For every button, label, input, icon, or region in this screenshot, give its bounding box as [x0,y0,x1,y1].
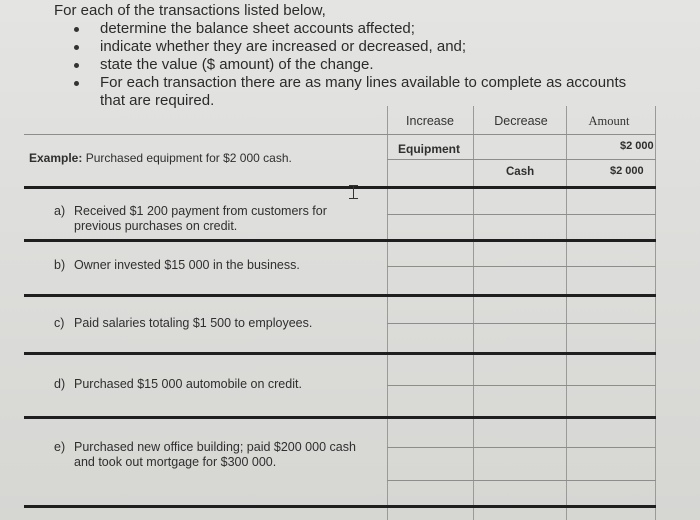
section-rule [24,186,656,189]
instructions [54,2,654,110]
row-rule [387,447,656,448]
increase-header: Increase [406,114,454,128]
example-increase-cell: Equipment [398,142,460,156]
instructions-lead: For each of the transactions listed below, [54,2,326,19]
section-rule [24,294,656,297]
transaction-text: Paid salaries totaling $1 500 to employees. [74,316,313,330]
transaction-b [54,258,354,273]
example-decrease-cell: Cash [506,166,535,178]
instruction-item: determine the balance sheet accounts affected; [100,20,654,38]
instruction-item: state the value ($ amount) of the change. [100,56,654,74]
transaction-letter: c) [54,316,65,330]
example-amount-cell: $2 000 [610,165,644,177]
transaction-e [54,440,384,470]
text-cursor-icon [349,185,358,199]
row-rule [387,480,656,481]
transaction-letter: e) [54,440,66,454]
transaction-text: Purchased new office building; paid $200 000 cash and took out mortgage for $300 000. [74,440,356,469]
transaction-letter: d) [54,377,66,391]
instruction-item: For each transaction there are as many lines available to complete as accounts that are required. [100,74,654,110]
transaction-letter: b) [54,258,66,272]
transaction-text: Received $1 200 payment from customers for previous purchases on credit. [74,204,327,233]
transaction-text: Purchased $15 000 automobile on credit. [74,377,302,391]
section-rule [24,239,656,242]
column-divider [387,106,388,520]
header-rule [24,134,656,135]
row-rule [387,266,656,267]
instruction-item: indicate whether they are increased or decreased, and; [100,38,654,56]
transaction-c [54,316,354,331]
amount-header: Amount [588,114,630,128]
row-rule [387,385,656,386]
example-label: Example: [29,151,83,165]
column-divider [473,106,474,520]
example-amount-cell: $2 000 [620,140,654,152]
row-rule [387,323,656,324]
example-text: Purchased equipment for $2 000 cash. [85,151,292,165]
column-divider [655,106,656,520]
transaction-letter: a) [54,204,66,218]
section-rule [24,352,656,355]
section-rule [24,505,656,508]
transaction-text: Owner invested $15 000 in the business. [74,258,300,272]
example-row [29,151,292,166]
row-rule [387,159,656,160]
transaction-a [54,204,354,234]
row-rule [387,214,656,215]
column-divider [566,106,567,520]
section-rule [24,416,656,419]
transaction-d [54,377,354,392]
decrease-header: Decrease [494,114,548,128]
instructions-list [54,20,654,110]
